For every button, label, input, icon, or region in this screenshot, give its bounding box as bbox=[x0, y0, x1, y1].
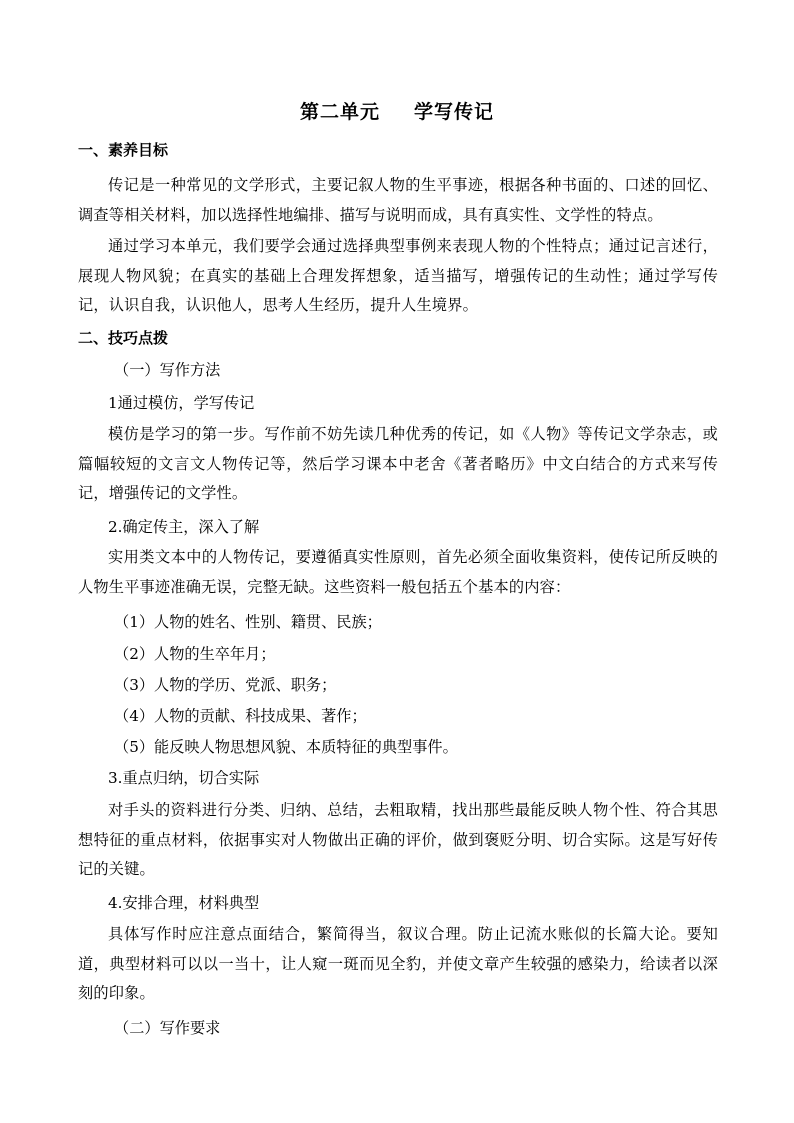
section-heading-goals: 一、素养目标 bbox=[78, 141, 169, 159]
title-unit: 第二单元 bbox=[299, 101, 380, 123]
subheading-methods: （一）写作方法 bbox=[114, 361, 221, 379]
section-heading-tips: 二、技巧点拨 bbox=[78, 329, 169, 347]
goals-paragraph-2: 通过学习本单元，我们要学会通过选择典型事例来表现人物的个性特点；通过记言述行，展现人物风貌；在真实的基础上合理发挥想象，适当描写，增强传记的生动性；通过学写传记，认识自我，认识他人，思考人生经历，提升人生境界。 bbox=[78, 237, 718, 315]
list-item: （3）人物的学历、党派、职务； bbox=[114, 676, 337, 694]
method-3-text: 对手头的资料进行分类、归纳、总结，去粗取精，找出那些最能反映人物个性、符合其思想特征的重点材料，依据事实对人物做出正确的评价，做到褒贬分明、切合实际。这是写好传记的关键。 bbox=[78, 801, 718, 879]
method-2-title: 2.确定传主，深入了解 bbox=[108, 518, 260, 536]
list-item: （2）人物的生卒年月； bbox=[114, 645, 276, 663]
list-item: （1）人物的姓名、性别、籍贯、民族； bbox=[114, 613, 382, 631]
title-topic: 学写传记 bbox=[414, 101, 495, 123]
method-3-title: 3.重点归纳，切合实际 bbox=[108, 769, 260, 787]
subheading-requirements: （二）写作要求 bbox=[114, 1019, 221, 1037]
method-4-title: 4.安排合理，材料典型 bbox=[108, 894, 260, 912]
goals-paragraph-1: 传记是一种常见的文学形式，主要记叙人物的生平事迹，根据各种书面的、口述的回忆、调查等相关材料，加以选择性地编排、描写与说明而成，具有真实性、文学性的特点。 bbox=[78, 176, 718, 224]
method-1-text: 模仿是学习的第一步。写作前不妨先读几种优秀的传记，如《人物》等传记文学杂志，或篇幅较短的文言文人物传记等，然后学习课本中老舍《著者略历》中文白结合的方式来写传记，增强传记的文学性。 bbox=[78, 425, 718, 503]
page-title bbox=[0, 98, 794, 126]
method-2-text: 实用类文本中的人物传记，要遵循真实性原则，首先必须全面收集资料，使传记所反映的人物生平事迹准确无误，完整无缺。这些资料一般包括五个基本的内容： bbox=[78, 548, 718, 596]
method-4-text: 具体写作时应注意点面结合，繁简得当，叙议合理。防止记流水账似的长篇大论。要知道，典型材料可以以一当十，让人窥一斑而见全豹，并使文章产生较强的感染力，给读者以深刻的印象。 bbox=[78, 925, 718, 1003]
list-item: （4）人物的贡献、科技成果、著作； bbox=[114, 707, 367, 725]
method-1-title: 1通过模仿，学写传记 bbox=[108, 394, 255, 412]
list-item: （5）能反映人物思想风貌、本质特征的典型事件。 bbox=[114, 738, 458, 756]
